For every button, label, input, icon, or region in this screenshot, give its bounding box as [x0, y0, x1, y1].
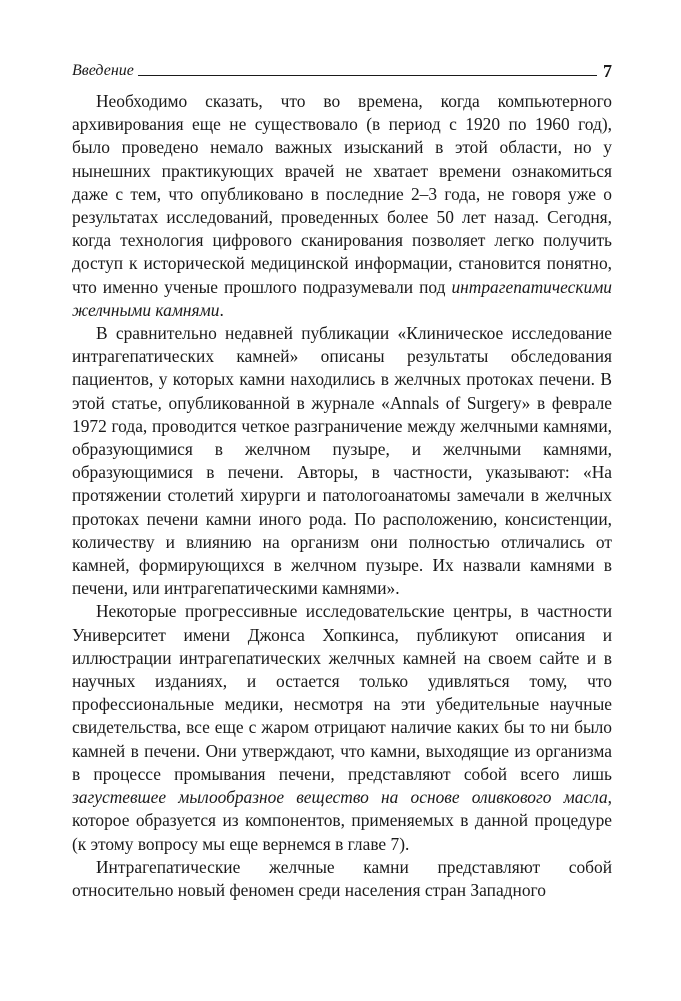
header-rule [138, 75, 597, 76]
paragraph [72, 90, 612, 322]
body-text [72, 90, 612, 902]
italic-term: загустевшее мылообразное вещество на основе оливкового масла [72, 787, 608, 808]
text-run: Необходимо сказать, что во времена, когда компьютерного архивирования еще не существовало (в период с 1920 по 1960 год), было проведено немало важных изысканий в этой области, но у нынешних практикующих врачей не хватает времени ознакомиться даже с тем, что опубликовано в последние 2–3 года, не говоря уже о результатах исследований, проведенных более 50 лет назад. Сегодня, когда технология цифрового сканирования позволяет легко получить доступ к исторической медицинской информации, становится понятно, что именно ученые прошлого подразумевали под [72, 91, 612, 297]
running-head [72, 56, 612, 80]
book-page [72, 56, 612, 902]
paragraph [72, 856, 612, 902]
text-run: Некоторые прогрессивные исследовательские центры, в частности Университет имени Джонса Хопкинса, публикуют описания и иллюстрации интрагепатических желчных камней на своем сайте и в научных изданиях, и остается только удивляться тому, что профессиональные медики, несмотря на эти убедительные научные свидетельства, все еще с жаром отрицают наличие каких бы то ни было камней в печени. Они утверждают, что камни, выходящие из организма в процессе промывания печени, представляют собой всего лишь [72, 601, 612, 784]
paragraph [72, 600, 612, 855]
text-run: . [219, 299, 224, 320]
italic-term: интрагепатическими желчными камнями [72, 276, 612, 320]
text-run: Интрагепатические желчные камни представляют собой относительно новый феномен среди населения стран Западного [72, 856, 612, 900]
section-title: Введение [72, 62, 134, 79]
text-run: , которое образуется из компонентов, применяемых в данной процедуре (к этому вопросу мы еще вернемся в главе 7). [72, 787, 612, 854]
text-run: В сравнительно недавней публикации «Клиническое исследование интрагепатических камней» описаны результаты обследования пациентов, у которых камни находились в желчных протоках печени. В этой статье, опубликованной в журнале «Annals of Surgery» в феврале 1972 года, проводится четкое разграничение между желчными камнями, образующимися в желчном пузыре, и желчными камнями, образующимися в печени. Авторы, в частности, указывают: «На протяжении столетий хирурги и патологоанатомы замечали в желчных протоках печени камни иного рода. По расположению, консистенции, количеству и влиянию на организм они полностью отличались от камней, формирующихся в желчном пузыре. Их назвали камнями в печени, или интрагепатическими камнями». [72, 323, 612, 599]
paragraph [72, 322, 612, 600]
page-number: 7 [603, 61, 612, 81]
